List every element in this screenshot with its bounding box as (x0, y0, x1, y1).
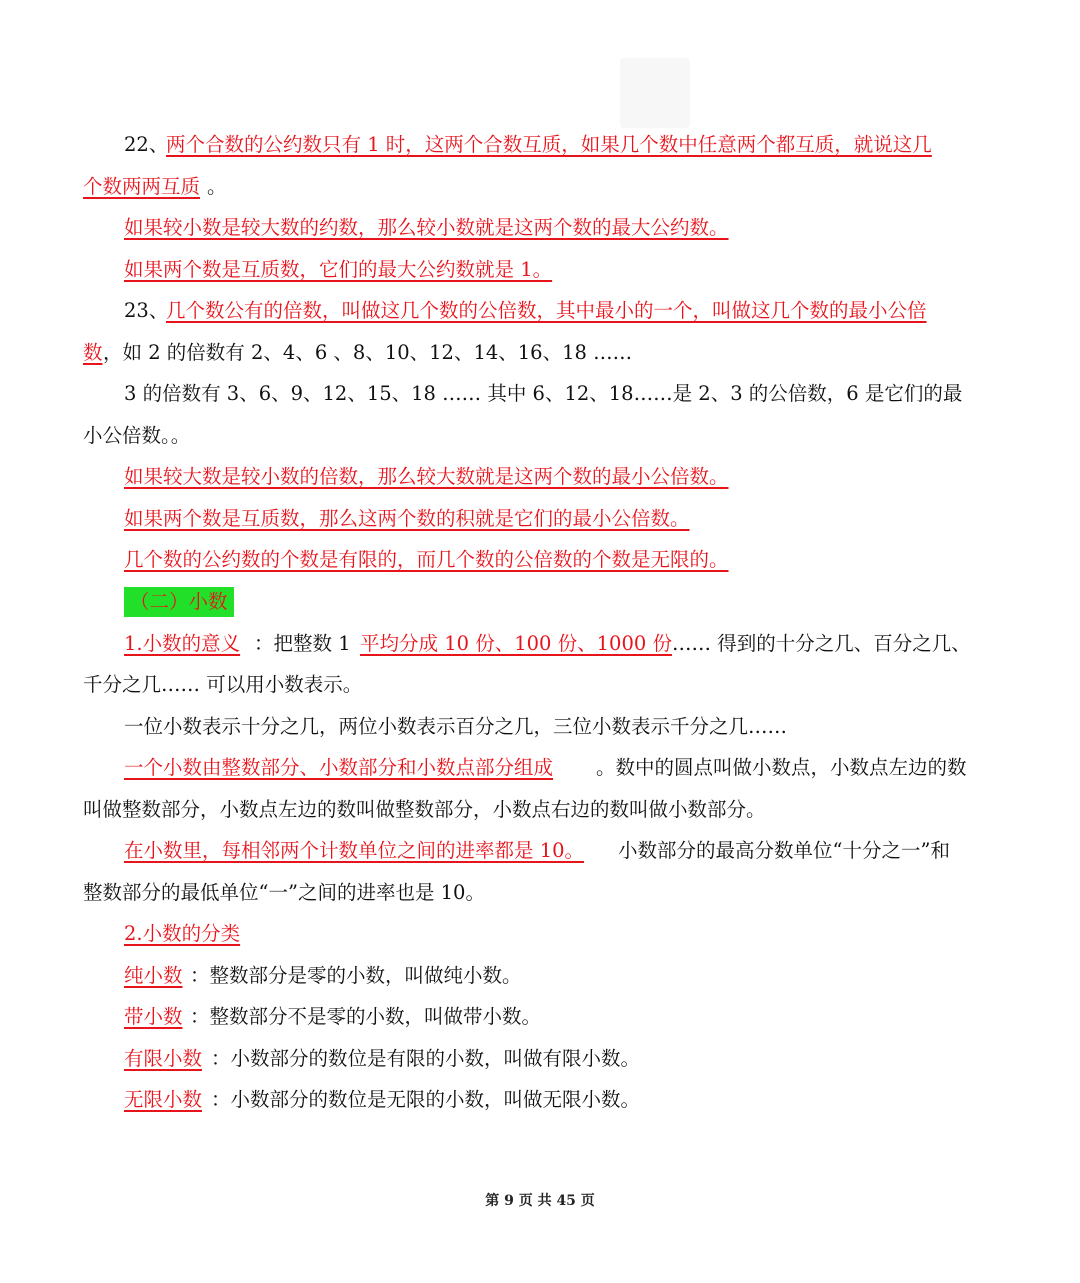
decimal-meaning-title: 1.小数的意义 (124, 632, 241, 655)
class-pure-term: 纯小数 (124, 964, 183, 987)
decimal-meaning-text-b: …… 得到的十分之几、百分之几、 (672, 632, 971, 655)
decimal-meaning-text-c: 千分之几…… 可以用小数表示。 (83, 673, 363, 696)
gcd-rule-2-text: 如果两个数是互质数，它们的最大公约数就是 1。 (124, 258, 553, 281)
item-22-definition: 两个合数的公约数只有 1 时，这两个合数互质，如果几个数中任意两个都互质，就说这几 (166, 133, 932, 156)
item-23-definition: 几个数公有的倍数，叫做这几个数的公倍数，其中最小的一个，叫做这几个数的最小公倍 (166, 299, 927, 322)
decimal-rate-text: 小数部分的最高分数单位“十分之一”和 (618, 839, 950, 862)
class-mixed-term: 带小数 (124, 1005, 183, 1028)
class-finite-term: 有限小数 (124, 1047, 203, 1070)
decimal-places-text: 一位小数表示十分之几，两位小数表示百分之几，三位小数表示千分之几…… (124, 715, 788, 738)
item-22-period: 。 (207, 175, 227, 198)
decimal-rate-text-2: 整数部分的最低单位“一”之间的进率也是 10。 (83, 881, 485, 904)
class-infinite-def: ：小数部分的数位是无限的小数，叫做无限小数。 (211, 1088, 641, 1111)
section-heading-decimals: （二）小数 (124, 587, 234, 617)
decimal-parts-text: 。数中的圆点叫做小数点，小数点左边的数 (596, 756, 967, 779)
decimal-parts-red: 一个小数由整数部分、小数部分和小数点部分组成 (124, 756, 554, 779)
classification-heading: 2.小数的分类 (124, 922, 241, 945)
item-23-number: 23、 (124, 299, 169, 322)
lcm-rule-3-text: 几个数的公约数的个数是有限的，而几个数的公倍数的个数是无限的。 (124, 548, 729, 571)
item-23-example-2-end: 小公倍数。。 (83, 424, 191, 447)
lcm-rule-2-text: 如果两个数是互质数，那么这两个数的积就是它们的最小公倍数。 (124, 507, 690, 530)
page-number-footer: 第 9 页 共 45 页 (485, 1193, 595, 1209)
item-23-definition-end: 数 (83, 341, 103, 364)
class-pure-def: ：整数部分是零的小数，叫做纯小数。 (190, 964, 522, 987)
lcm-rule-1-text: 如果较大数是较小数的倍数，那么较大数就是这两个数的最小公倍数。 (124, 465, 729, 488)
decimal-meaning-red: 平均分成 10 份、100 份、1000 份 (360, 632, 672, 655)
decimal-parts-text-2: 叫做整数部分，小数点左边的数叫做整数部分，小数点右边的数叫做小数部分。 (83, 798, 766, 821)
item-22-number: 22、 (124, 133, 169, 156)
class-infinite-term: 无限小数 (124, 1088, 203, 1111)
item-23-example-2: 3 的倍数有 3、6、9、12、15、18 …… 其中 6、12、18……是 2、3 的公倍数，6 是它们的最 (124, 382, 963, 405)
item-22-definition-end: 个数两两互质 (83, 175, 201, 198)
decimal-rate-red: 在小数里，每相邻两个计数单位之间的进率都是 10。 (124, 839, 585, 862)
gcd-rule-1-text: 如果较小数是较大数的约数，那么较小数就是这两个数的最大公约数。 (124, 216, 729, 239)
item-23-example: ，如 2 的倍数有 2、4、6 、8、10、12、14、16、18 …… (103, 341, 633, 364)
decimal-meaning-text-a: ：把整数 1 (254, 632, 351, 655)
scan-smudge (620, 58, 690, 128)
class-finite-def: ：小数部分的数位是有限的小数，叫做有限小数。 (211, 1047, 641, 1070)
class-mixed-def: ：整数部分不是零的小数，叫做带小数。 (190, 1005, 542, 1028)
